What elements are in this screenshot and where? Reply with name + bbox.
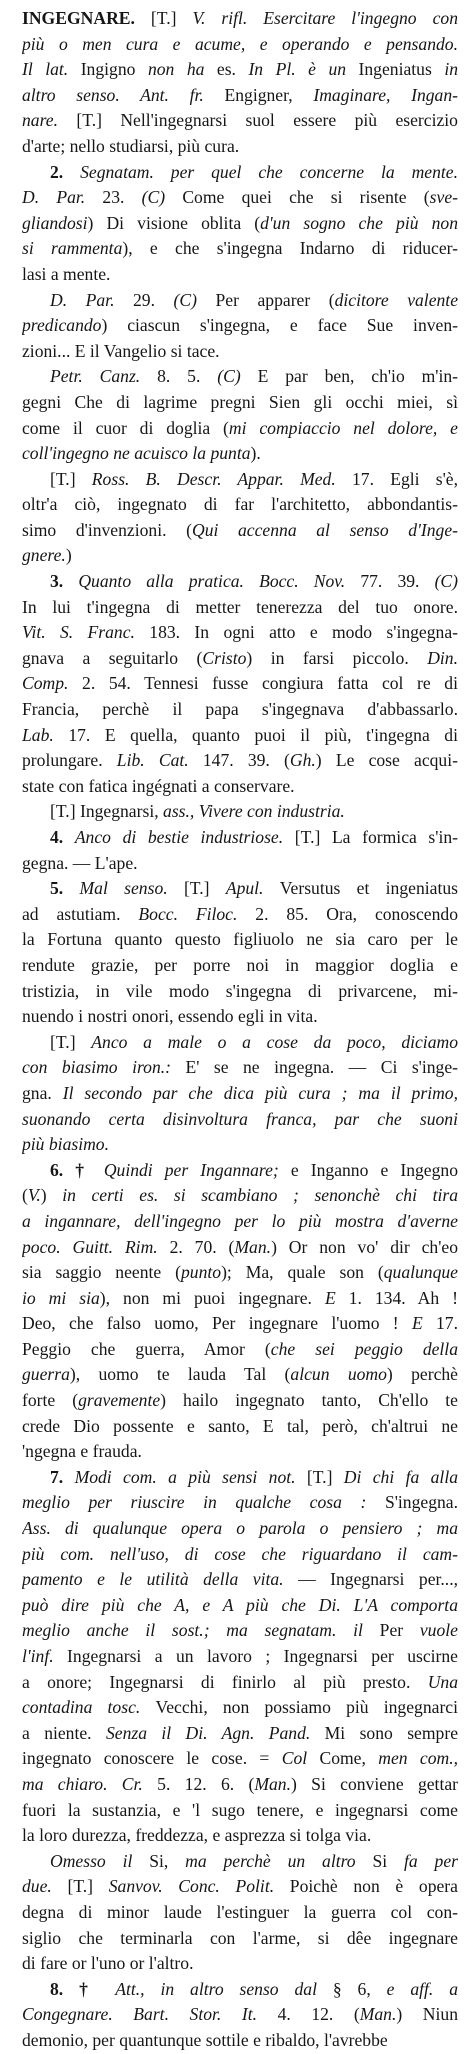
- text-run: gna.: [22, 1082, 63, 1103]
- entry-section-s5b: [22, 1030, 458, 1158]
- text-line: [22, 1823, 458, 1849]
- text-line: [22, 1209, 458, 1235]
- text-run: fa per: [403, 1850, 458, 1871]
- text-run: l'inf.: [22, 1646, 68, 1666]
- text-line: [22, 416, 458, 442]
- text-line: [22, 1490, 458, 1516]
- text-run: ma perchè un altro: [185, 1850, 373, 1871]
- text-line: [22, 1798, 458, 1824]
- text-run: gegni Che di lagrime pregni Sien gli occhi miei, sì: [22, 391, 458, 412]
- text-line: [22, 518, 458, 544]
- text-run: ) Or non vo' dir ch'eo: [271, 1236, 458, 1257]
- entry-section-s0: [22, 6, 458, 160]
- entry-section-s3b: [22, 799, 458, 825]
- text-run: Come,: [319, 1748, 379, 1769]
- text-run: (: [22, 1185, 28, 1206]
- text-run: Segnatam. per quel che concerne la mente.: [80, 161, 458, 182]
- text-line: [22, 620, 458, 646]
- text-line: [22, 1977, 458, 2003]
- text-run: ) in farsi piccolo.: [246, 647, 428, 668]
- text-run: nuendo i nostri onori, essendo egli in vita.: [22, 1006, 318, 1027]
- text-run: come il cuor di doglia (: [22, 417, 229, 438]
- text-run: meglio per riuscire in qualche cosa :: [22, 1492, 385, 1513]
- text-line: [22, 1644, 458, 1670]
- headword-or-number: 4.: [50, 827, 75, 847]
- text-run: [T.] La formica s'in-: [294, 827, 458, 847]
- text-line: [22, 262, 458, 288]
- entry-section-s3: [22, 569, 458, 799]
- text-line: [22, 1337, 458, 1363]
- text-run: Ingegnarsi a un lavoro ; Ingegnarsi per uscirne: [67, 1646, 458, 1666]
- text-run: 2. 54. Tennesi fusse congiura fatta col re di: [82, 673, 458, 694]
- text-run: Una: [427, 1671, 458, 1692]
- text-line: [22, 1465, 458, 1491]
- text-run: Apul.: [225, 878, 280, 899]
- text-run: [T.]: [306, 1466, 344, 1487]
- text-run: e aff. a: [386, 1978, 458, 1999]
- text-run: degna di minor laude l'estinguer la guerra col con-: [22, 1901, 458, 1922]
- text-run: a niente.: [22, 1722, 106, 1743]
- text-line: [22, 876, 458, 902]
- text-run: nare.: [22, 110, 77, 131]
- text-line: [22, 799, 458, 825]
- text-run: Vecchi, non possiamo più ingegnarci: [155, 1697, 458, 1718]
- text-run: Come quei che si risente (: [182, 187, 430, 208]
- text-run: 5. 12. 6. (: [157, 1773, 255, 1794]
- text-run: [T.]: [134, 8, 193, 28]
- text-line: [22, 467, 458, 493]
- text-line: [22, 288, 458, 314]
- text-run: contadina tosc.: [22, 1697, 156, 1718]
- text-run: § 6,: [332, 1978, 387, 1999]
- text-run: sve-: [429, 187, 458, 208]
- text-run: Per: [379, 1620, 420, 1641]
- text-line: [22, 364, 458, 390]
- text-run: E par ben, ch'io m'in-: [257, 366, 458, 387]
- entry-section-s2c: [22, 364, 458, 466]
- text-run: [T.] Ingegnarsi,: [50, 801, 164, 822]
- text-line: [22, 1772, 458, 1798]
- text-line: [22, 32, 458, 58]
- text-run: mi compiaccio nel dolore, e: [228, 417, 458, 438]
- text-run: Col: [281, 1748, 320, 1769]
- headword-or-number: 5.: [50, 878, 80, 899]
- text-run: è un: [308, 59, 359, 80]
- text-run: simo d'invenzioni. (: [22, 519, 192, 540]
- text-run: ), uomo te lauda Tal (: [69, 1364, 291, 1385]
- text-run: Per apparer (: [215, 289, 335, 310]
- text-run: Senza il Di. Agn. Pand.: [105, 1722, 325, 1743]
- text-run: Ross. B. Descr. Appar. Med.: [91, 468, 352, 489]
- text-line: [22, 6, 458, 32]
- text-run: 2. 85. Ora, conoscendo: [255, 903, 458, 924]
- text-run: più o men cura e acume, e operando e pensando.: [22, 33, 458, 54]
- text-run: non ha: [147, 59, 217, 80]
- text-run: ); Ma, quale son (: [221, 1262, 384, 1283]
- text-line: [22, 697, 458, 723]
- text-run: es.: [216, 59, 249, 80]
- text-run: state con fatica ingégnati a conservare.: [22, 775, 295, 796]
- text-run: più com. nell'uso, di cose che riguardano il cam-: [22, 1543, 458, 1564]
- text-run: siglio che terminarla con l'arme, si dêe ingegnare: [22, 1927, 458, 1948]
- text-line: [22, 1055, 458, 1081]
- text-run: 23.: [102, 187, 142, 208]
- text-line: [22, 723, 458, 749]
- text-run: ), e che s'ingegna Indarno di riducer-: [122, 238, 458, 259]
- text-line: [22, 1618, 458, 1644]
- text-run: S'ingegna.: [384, 1492, 458, 1513]
- text-run: Bocc. Filoc.: [138, 903, 256, 924]
- text-run: e Inganno e Ingegno: [290, 1159, 458, 1180]
- entry-section-s4: [22, 825, 458, 876]
- text-run: ) Niun: [396, 2004, 458, 2025]
- text-run: vuole: [419, 1620, 458, 1641]
- text-run: Man.: [254, 1773, 291, 1794]
- text-line: [22, 851, 458, 877]
- text-run: altro senso. Ant. fr.: [22, 84, 225, 105]
- text-line: [22, 569, 458, 595]
- entry-section-s5: [22, 876, 458, 1030]
- text-line: [22, 825, 458, 851]
- text-run: punto: [180, 1262, 222, 1283]
- text-run: Peggio che guerra, Amor (: [22, 1338, 271, 1359]
- text-run: 8. 5.: [157, 366, 218, 387]
- text-line: [22, 160, 458, 186]
- text-run: ) hailo ingegnato tanto, Ch'ello te: [160, 1390, 458, 1411]
- text-line: [22, 1260, 458, 1286]
- text-run: Deo, che falso uomo, Per ingegnare l'uomo !: [22, 1313, 412, 1334]
- text-run: in certi es. si scambiano ; senonchè chi tira: [62, 1185, 458, 1206]
- text-run: Sanvov. Conc. Polit.: [108, 1876, 290, 1897]
- text-run: ingegnato conoscere le cose. =: [22, 1748, 282, 1769]
- text-run: pamento e le utilità della vita.: [22, 1569, 299, 1590]
- text-run: — Ingegnarsi per...,: [298, 1569, 458, 1590]
- text-run: Anco a male o a cose da poco, diciamo: [91, 1031, 458, 1052]
- text-run: E: [411, 1313, 436, 1334]
- text-run: [T.]: [67, 1876, 109, 1897]
- text-run: Si: [372, 1850, 404, 1871]
- text-run: 1. 134. Ah !: [348, 1287, 458, 1308]
- text-line: [22, 774, 458, 800]
- text-run: Anco di bestie industriose.: [74, 827, 295, 847]
- text-run: crede Dio possente e santo, E tal, però, ch'altrui ne: [22, 1415, 458, 1436]
- text-run: d'arte; nello studiarsi, più cura.: [22, 135, 240, 156]
- text-run: 2. 70. (: [169, 1236, 235, 1257]
- text-run: [T.]: [50, 468, 92, 489]
- text-run: rendute grazie, per porre noi in maggior doglia e: [22, 954, 458, 975]
- text-run: gnava a seguitarlo (: [22, 647, 203, 668]
- text-run: ass., Vivere con industria.: [163, 801, 345, 822]
- text-run: Francia, perchè il papa s'ingegnava d'abbassarlo.: [22, 699, 458, 720]
- text-run: Lib. Cat.: [116, 750, 203, 771]
- text-run: ad astutiam.: [22, 903, 139, 924]
- text-run: V. rifl. Esercitare l'ingegno con: [192, 8, 458, 28]
- entry-section-s2: [22, 160, 458, 288]
- text-run: si rammenta: [22, 238, 123, 259]
- text-run: sia saggio neente (: [22, 1262, 181, 1283]
- text-line: [22, 543, 458, 569]
- text-run: gravemente: [78, 1390, 161, 1411]
- headword-or-number: 8. †: [50, 1978, 116, 1999]
- text-run: Omesso il: [50, 1850, 150, 1871]
- text-run: E' se ne ingegna. — Ci s'inge-: [185, 1057, 458, 1078]
- text-run: Mi sono sempre: [324, 1722, 458, 1743]
- text-run: oltr'a ciò, ingegnato di far l'architetto, abbondantis-: [22, 494, 458, 515]
- text-line: [22, 1849, 458, 1875]
- text-line: [22, 1004, 458, 1030]
- text-line: [22, 1107, 458, 1133]
- text-run: lasi a mente.: [22, 263, 111, 284]
- text-run: [T.] Nell'ingegnarsi suol essere più esercizio: [76, 110, 458, 131]
- text-line: [22, 108, 458, 134]
- text-run: tristizia, in vile modo s'ingegna di privarcene, mi-: [22, 980, 458, 1001]
- text-run: Versutus et ingeniatus: [279, 878, 458, 899]
- text-line: [22, 1567, 458, 1593]
- text-run: 17. Egli s'è,: [351, 468, 458, 489]
- text-run: Gh.: [289, 750, 316, 771]
- text-run: predicando: [22, 315, 102, 336]
- text-run: fuori la sustanzia, e 'l sugo tenere, e ingegnarsi come: [22, 1799, 458, 1820]
- text-run: Petr. Canz.: [50, 366, 158, 387]
- headword-or-number: 3.: [50, 571, 79, 592]
- text-line: [22, 441, 458, 467]
- text-run: Din.: [427, 647, 458, 668]
- text-run: Di chi fa alla: [343, 1466, 458, 1487]
- text-line: [22, 979, 458, 1005]
- text-run: zioni... E il Vangelio si tace.: [22, 340, 220, 361]
- text-run: ) Si conviene gettar: [290, 1773, 458, 1794]
- text-run: Cristo: [202, 647, 247, 668]
- text-run: (C): [141, 187, 183, 208]
- text-run: [T.]: [183, 878, 226, 899]
- text-run: Congegnare. Bart. Stor. It.: [22, 2004, 278, 2025]
- text-line: [22, 236, 458, 262]
- text-line: [22, 1670, 458, 1696]
- text-line: [22, 1926, 458, 1952]
- text-run: la Fortuna quanto questo figliuolo ne sia caro per le: [22, 929, 458, 950]
- text-run: Ass. di qualunque opera o parola o pensiero ; ma: [22, 1518, 458, 1539]
- text-line: [22, 1158, 458, 1184]
- entry-section-s8: [22, 1977, 458, 2054]
- text-run: [T.]: [50, 1031, 92, 1052]
- text-run: alcun uomo: [290, 1364, 387, 1385]
- text-run: ).: [250, 443, 261, 464]
- text-line: [22, 83, 458, 109]
- text-line: [22, 185, 458, 211]
- text-line: [22, 134, 458, 160]
- text-run: gegna. — L'ape.: [22, 852, 138, 873]
- text-run: (C): [217, 366, 258, 387]
- text-run: Poichè non è opera: [289, 1876, 458, 1897]
- text-line: [22, 339, 458, 365]
- text-run: che sei peggio della: [270, 1338, 458, 1359]
- text-line: [22, 1183, 458, 1209]
- text-line: [22, 1593, 458, 1619]
- headword-or-number: 7.: [50, 1466, 75, 1487]
- text-run: Ingeniatus: [358, 59, 445, 80]
- text-run: gliandosi: [22, 212, 88, 233]
- text-run: ) Le cose acqui-: [315, 750, 458, 771]
- text-line: [22, 1874, 458, 1900]
- text-run: 4. 12. (: [277, 2004, 360, 2025]
- text-line: [22, 1900, 458, 1926]
- text-run: Modi com. a più sensi not.: [74, 1466, 307, 1487]
- text-line: [22, 1721, 458, 1747]
- text-run: a onore; Ingegnarsi di finirlo al più presto.: [22, 1671, 428, 1692]
- text-run: Ingigno: [80, 59, 148, 80]
- text-line: [22, 2002, 458, 2028]
- text-line: [22, 1746, 458, 1772]
- text-run: Vit. S. Franc.: [22, 622, 150, 643]
- text-run: Engigner,: [224, 84, 314, 105]
- text-run: (C): [173, 289, 216, 310]
- text-run: guerra: [22, 1364, 70, 1385]
- text-run: gnere.: [22, 545, 66, 566]
- text-run: Man.: [359, 2004, 397, 2025]
- text-run: E: [324, 1287, 349, 1308]
- entry-section-s7: [22, 1465, 458, 1849]
- text-line: [22, 1695, 458, 1721]
- text-run: a ingannare, dell'ingegno per lo più mostra d'averne: [22, 1210, 458, 1231]
- text-run: ma chiaro. Cr.: [22, 1773, 158, 1794]
- text-line: [22, 902, 458, 928]
- text-run: 147. 39. (: [202, 750, 290, 771]
- text-run: la loro durezza, freddezza, e asprezza si tolga via.: [22, 1825, 372, 1846]
- text-run: men com.,: [378, 1748, 458, 1769]
- text-line: [22, 646, 458, 672]
- text-line: [22, 671, 458, 697]
- entry-section-s2b: [22, 288, 458, 365]
- text-run: 'ngegna e frauda.: [22, 1441, 142, 1462]
- text-run: due.: [22, 1876, 68, 1897]
- text-line: [22, 1439, 458, 1465]
- headword-or-number: 6. †: [50, 1159, 104, 1180]
- text-run: 17.: [436, 1313, 458, 1334]
- text-run: 29.: [133, 289, 174, 310]
- text-run: ), non mi puoi ingegnare.: [99, 1287, 325, 1308]
- text-run: Mal senso.: [79, 878, 184, 899]
- text-run: In Pl.: [248, 59, 309, 80]
- text-run: Imaginare, Ingan-: [313, 84, 458, 105]
- text-run: meglio anche il sost.; ma segnatam. il: [22, 1620, 380, 1641]
- text-line: [22, 492, 458, 518]
- text-run: dicitore valente: [334, 289, 458, 310]
- text-line: [22, 748, 458, 774]
- text-run: ) ciascun s'ingegna, e face Sue inven-: [101, 315, 458, 336]
- text-run: Si,: [149, 1850, 186, 1871]
- entry-section-s2d: [22, 467, 458, 569]
- text-run: In lui t'ingegna di metter tenerezza del tuo onore.: [22, 596, 458, 617]
- text-run: Att., in altro senso dal: [115, 1978, 333, 1999]
- text-run: D. Par.: [50, 289, 133, 310]
- text-run: D. Par.: [22, 187, 103, 208]
- text-line: [22, 1362, 458, 1388]
- text-run: ) perchè: [386, 1364, 458, 1385]
- text-run: Il lat.: [22, 59, 81, 80]
- text-run: forte (: [22, 1390, 79, 1411]
- text-run: Quanto alla pratica. Bocc. Nov.: [78, 571, 361, 592]
- text-run: in: [444, 59, 458, 80]
- text-run: Man.: [234, 1236, 272, 1257]
- text-line: [22, 1414, 458, 1440]
- text-run: suonando certa disinvoltura franca, par che suoni: [22, 1108, 458, 1129]
- text-run: ): [65, 545, 72, 566]
- text-run: con biasimo iron.:: [22, 1057, 186, 1078]
- text-run: Quindi per Ingannare;: [103, 1159, 291, 1180]
- text-run: ) Di visione oblita (: [87, 212, 261, 233]
- text-line: [22, 2028, 458, 2054]
- text-line: [22, 1388, 458, 1414]
- text-run: ): [40, 1185, 63, 1206]
- text-run: 77. 39.: [360, 571, 435, 592]
- text-run: io mi sia: [22, 1287, 100, 1308]
- text-line: [22, 313, 458, 339]
- text-line: [22, 390, 458, 416]
- text-run: Lab.: [22, 724, 69, 745]
- text-line: [22, 1132, 458, 1158]
- text-run: poco. Guitt. Rim.: [22, 1236, 170, 1257]
- text-run: Qui accenna al senso d'Inge-: [191, 519, 458, 540]
- text-run: Il secondo par che dica più cura ; ma il primo,: [62, 1082, 458, 1103]
- text-line: [22, 1030, 458, 1056]
- text-run: coll'ingegno ne acuisco la punta: [22, 443, 251, 464]
- text-run: (C): [434, 571, 458, 592]
- entry-section-s7b: [22, 1849, 458, 1977]
- text-line: [22, 1235, 458, 1261]
- entry-section-s6: [22, 1158, 458, 1465]
- text-line: [22, 927, 458, 953]
- text-run: 17. E quella, quanto puoi il più, t'ingegna di: [68, 724, 458, 745]
- text-run: V.: [27, 1185, 41, 1206]
- text-line: [22, 1516, 458, 1542]
- text-line: [22, 953, 458, 979]
- text-line: [22, 1542, 458, 1568]
- text-run: può dire più che A, e A più che Di. L'A comporta: [22, 1594, 458, 1615]
- text-line: [22, 211, 458, 237]
- text-run: Comp.: [22, 673, 83, 694]
- text-run: 183. In ogni atto e modo s'ingegna-: [149, 622, 458, 643]
- text-line: [22, 595, 458, 621]
- text-line: [22, 1951, 458, 1977]
- text-run: qualunque: [383, 1262, 458, 1283]
- text-run: d'un sogno che più non: [260, 212, 458, 233]
- text-run: più biasimo.: [22, 1134, 109, 1155]
- text-run: di fare or l'uno or l'altro.: [22, 1953, 194, 1974]
- text-run: demonio, per quantunque sottile e ribaldo, l'avrebbe: [22, 2029, 388, 2050]
- headword-or-number: INGEGNARE.: [22, 8, 135, 28]
- text-line: [22, 1311, 458, 1337]
- headword-or-number: 2.: [50, 161, 81, 182]
- text-line: [22, 1081, 458, 1107]
- text-line: [22, 1286, 458, 1312]
- text-run: prolungare.: [22, 750, 117, 771]
- text-line: [22, 57, 458, 83]
